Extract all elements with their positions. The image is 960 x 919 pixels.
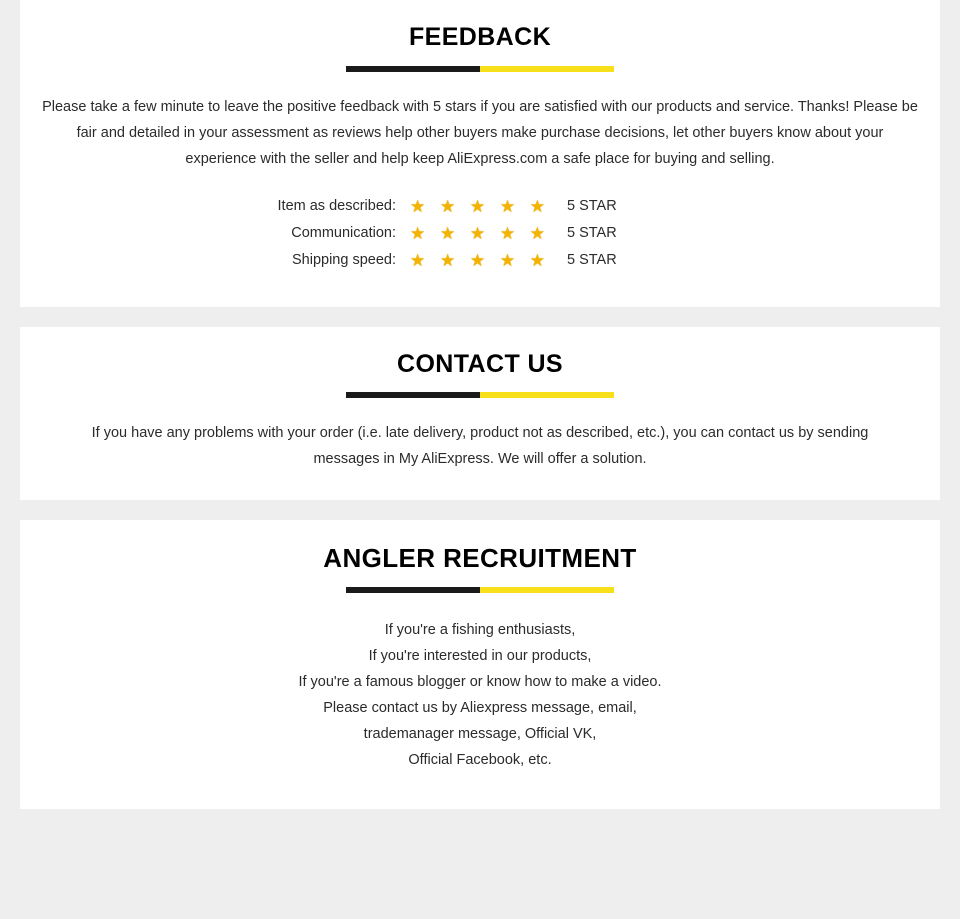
rule-right-segment (480, 66, 614, 72)
star-icon: ★ (469, 250, 486, 270)
rule-right-segment (480, 392, 614, 398)
rating-value: 5 STAR (567, 252, 617, 268)
rule-left-segment (346, 392, 480, 398)
rating-row (200, 252, 760, 269)
recruitment-line: If you're interested in our products, (368, 647, 592, 664)
star-icon: ★ (529, 223, 545, 243)
feedback-paragraph: Please take a few minute to leave the positive feedback with 5 stars if you are satisfied with our products and service. Thanks! Please be fair and detailed in your assessment as reviews help other buyers make purchase decisions, let other buyers know about your experience with the seller and help keep AliExpress.com a safe place for buying and selling. (42, 98, 918, 167)
star-icon: ★ (499, 223, 516, 243)
star-icon: ★ (499, 250, 516, 270)
rating-label: Communication: (291, 225, 396, 241)
feedback-section (20, 0, 940, 307)
rating-list (200, 198, 760, 269)
star-icon: ★ (439, 223, 456, 243)
angler-recruitment-title: ANGLER RECRUITMENT (323, 543, 637, 573)
star-rating (410, 225, 545, 242)
rating-row (200, 225, 760, 242)
contact-us-paragraph: If you have any problems with your order (i.e. late delivery, product not as described, etc.), you can contact us by sending messages in My AliExpress. We will offer a solution. (91, 425, 869, 467)
star-icon: ★ (410, 223, 426, 243)
rating-value: 5 STAR (567, 198, 617, 214)
recruitment-line: Please contact us by Aliexpress message, email, (323, 699, 637, 716)
star-icon: ★ (529, 196, 545, 216)
angler-recruitment-title-rule (346, 587, 614, 593)
contact-us-title-rule (346, 392, 614, 398)
rating-row (200, 198, 760, 215)
feedback-title-rule (346, 66, 614, 72)
star-icon: ★ (410, 250, 426, 270)
rule-right-segment (480, 587, 614, 593)
rating-label: Item as described: (277, 198, 396, 214)
star-icon: ★ (439, 196, 456, 216)
star-icon: ★ (529, 250, 545, 270)
recruitment-line: Official Facebook, etc. (408, 751, 552, 768)
star-icon: ★ (499, 196, 516, 216)
rating-value: 5 STAR (567, 225, 617, 241)
recruitment-line: If you're a fishing enthusiasts, (384, 621, 576, 638)
star-rating (410, 198, 545, 215)
star-icon: ★ (469, 223, 486, 243)
star-icon: ★ (410, 196, 426, 216)
star-icon: ★ (439, 250, 456, 270)
star-icon: ★ (469, 196, 486, 216)
recruitment-line: If you're a famous blogger or know how to make a video. (298, 673, 662, 690)
rule-left-segment (346, 587, 480, 593)
rule-left-segment (346, 66, 480, 72)
recruitment-text-block (40, 617, 920, 773)
contact-us-section (20, 327, 940, 501)
contact-us-title: CONTACT US (396, 349, 564, 378)
feedback-title: FEEDBACK (408, 23, 552, 51)
rating-label: Shipping speed: (292, 252, 396, 268)
star-rating (410, 252, 545, 269)
angler-recruitment-section (20, 520, 940, 809)
recruitment-line: trademanager message, Official VK, (363, 725, 597, 742)
